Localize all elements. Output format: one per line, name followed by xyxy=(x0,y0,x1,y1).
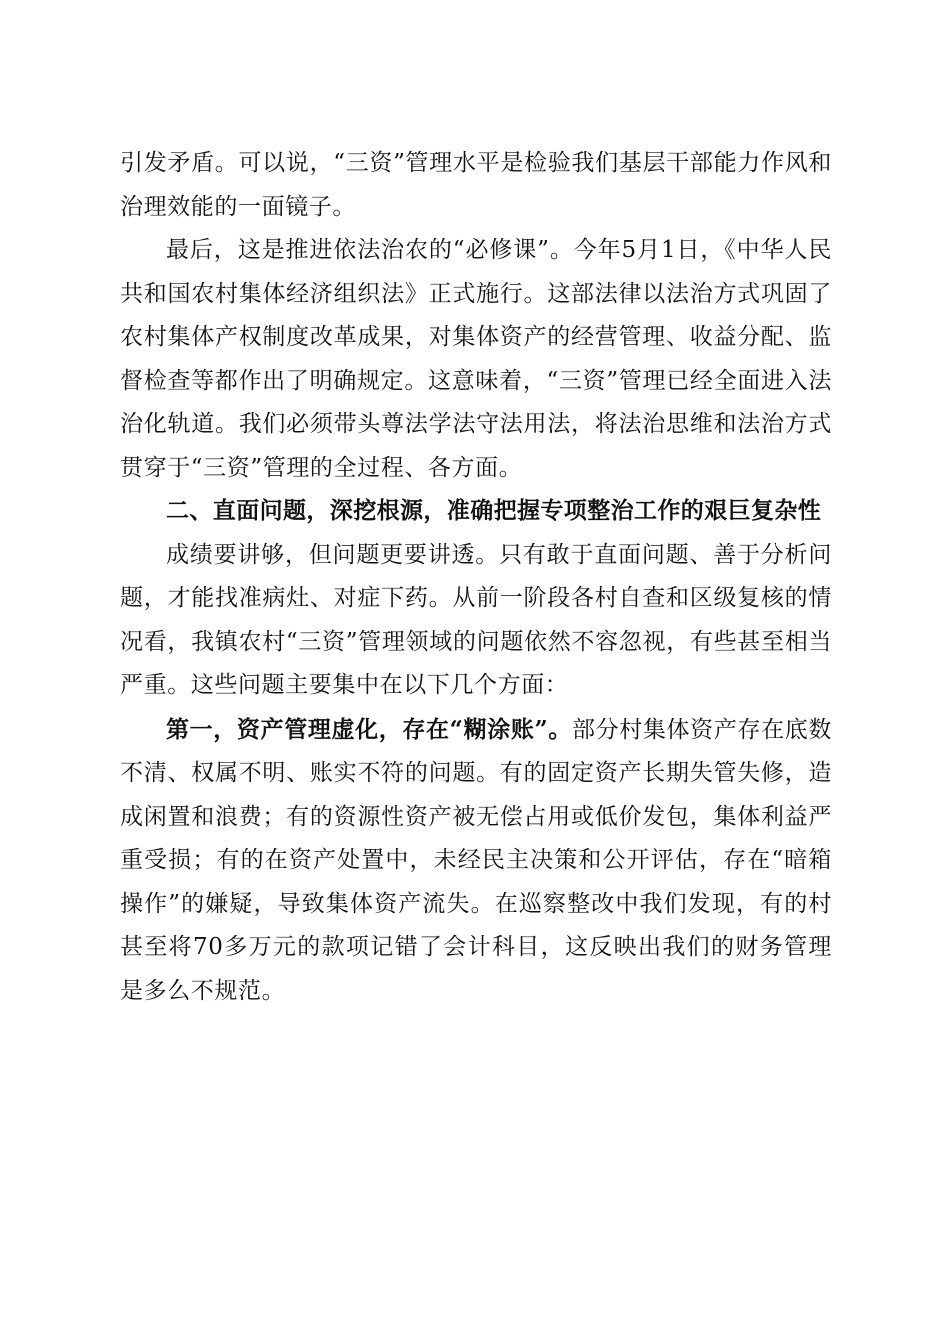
document-body xyxy=(120,142,832,1013)
paragraph-problem-1 xyxy=(120,708,832,1014)
problem-1-lead: 第一，资产管理虚化，存在“糊涂账”。 xyxy=(166,715,572,743)
section-heading-2: 二、直面问题，深挖根源，准确把握专项整治工作的艰巨复杂性 xyxy=(166,498,822,524)
paragraph-continuation: 引发矛盾。可以说，“三资”管理水平是检验我们基层干部能力作风和治理效能的一面镜子。 xyxy=(120,150,832,220)
problem-1-text: 部分村集体资产存在底数不清、权属不明、账实不符的问题。有的固定资产长期失管失修，造成闲置和浪费；有的资源性资产被无偿占用或低价发包，集体利益严重受损；有的在资产处置中，未经民主决策和公开评估，存在“暗箱操作”的嫌疑，导致集体资产流失。在巡察整改中我们发现，有的村甚至将70多万元的款项记错了会计科目，这反映出我们的财务管理是多么不规范。 xyxy=(120,716,832,1004)
paragraph-problems-intro: 成绩要讲够，但问题更要讲透。只有敢于直面问题、善于分析问题，才能找准病灶、对症下药。从前一阶段各村自查和区级复核的情况看，我镇农村“三资”管理领域的问题依然不容忽视，有些甚至相当严重。这些问题主要集中在以下几个方面： xyxy=(120,541,832,698)
paragraph-legal-basis: 最后，这是推进依法治农的“必修课”。今年5月1日，《中华人民共和国农村集体经济组织法》正式施行。这部法律以法治方式巩固了农村集体产权制度改革成果，对集体资产的经营管理、收益分配、监督检查等都作出了明确规定。这意味着，“三资”管理已经全面进入法治化轨道。我们必须带头尊法学法守法用法，将法治思维和法治方式贯穿于“三资”管理的全过程、各方面。 xyxy=(120,237,832,481)
